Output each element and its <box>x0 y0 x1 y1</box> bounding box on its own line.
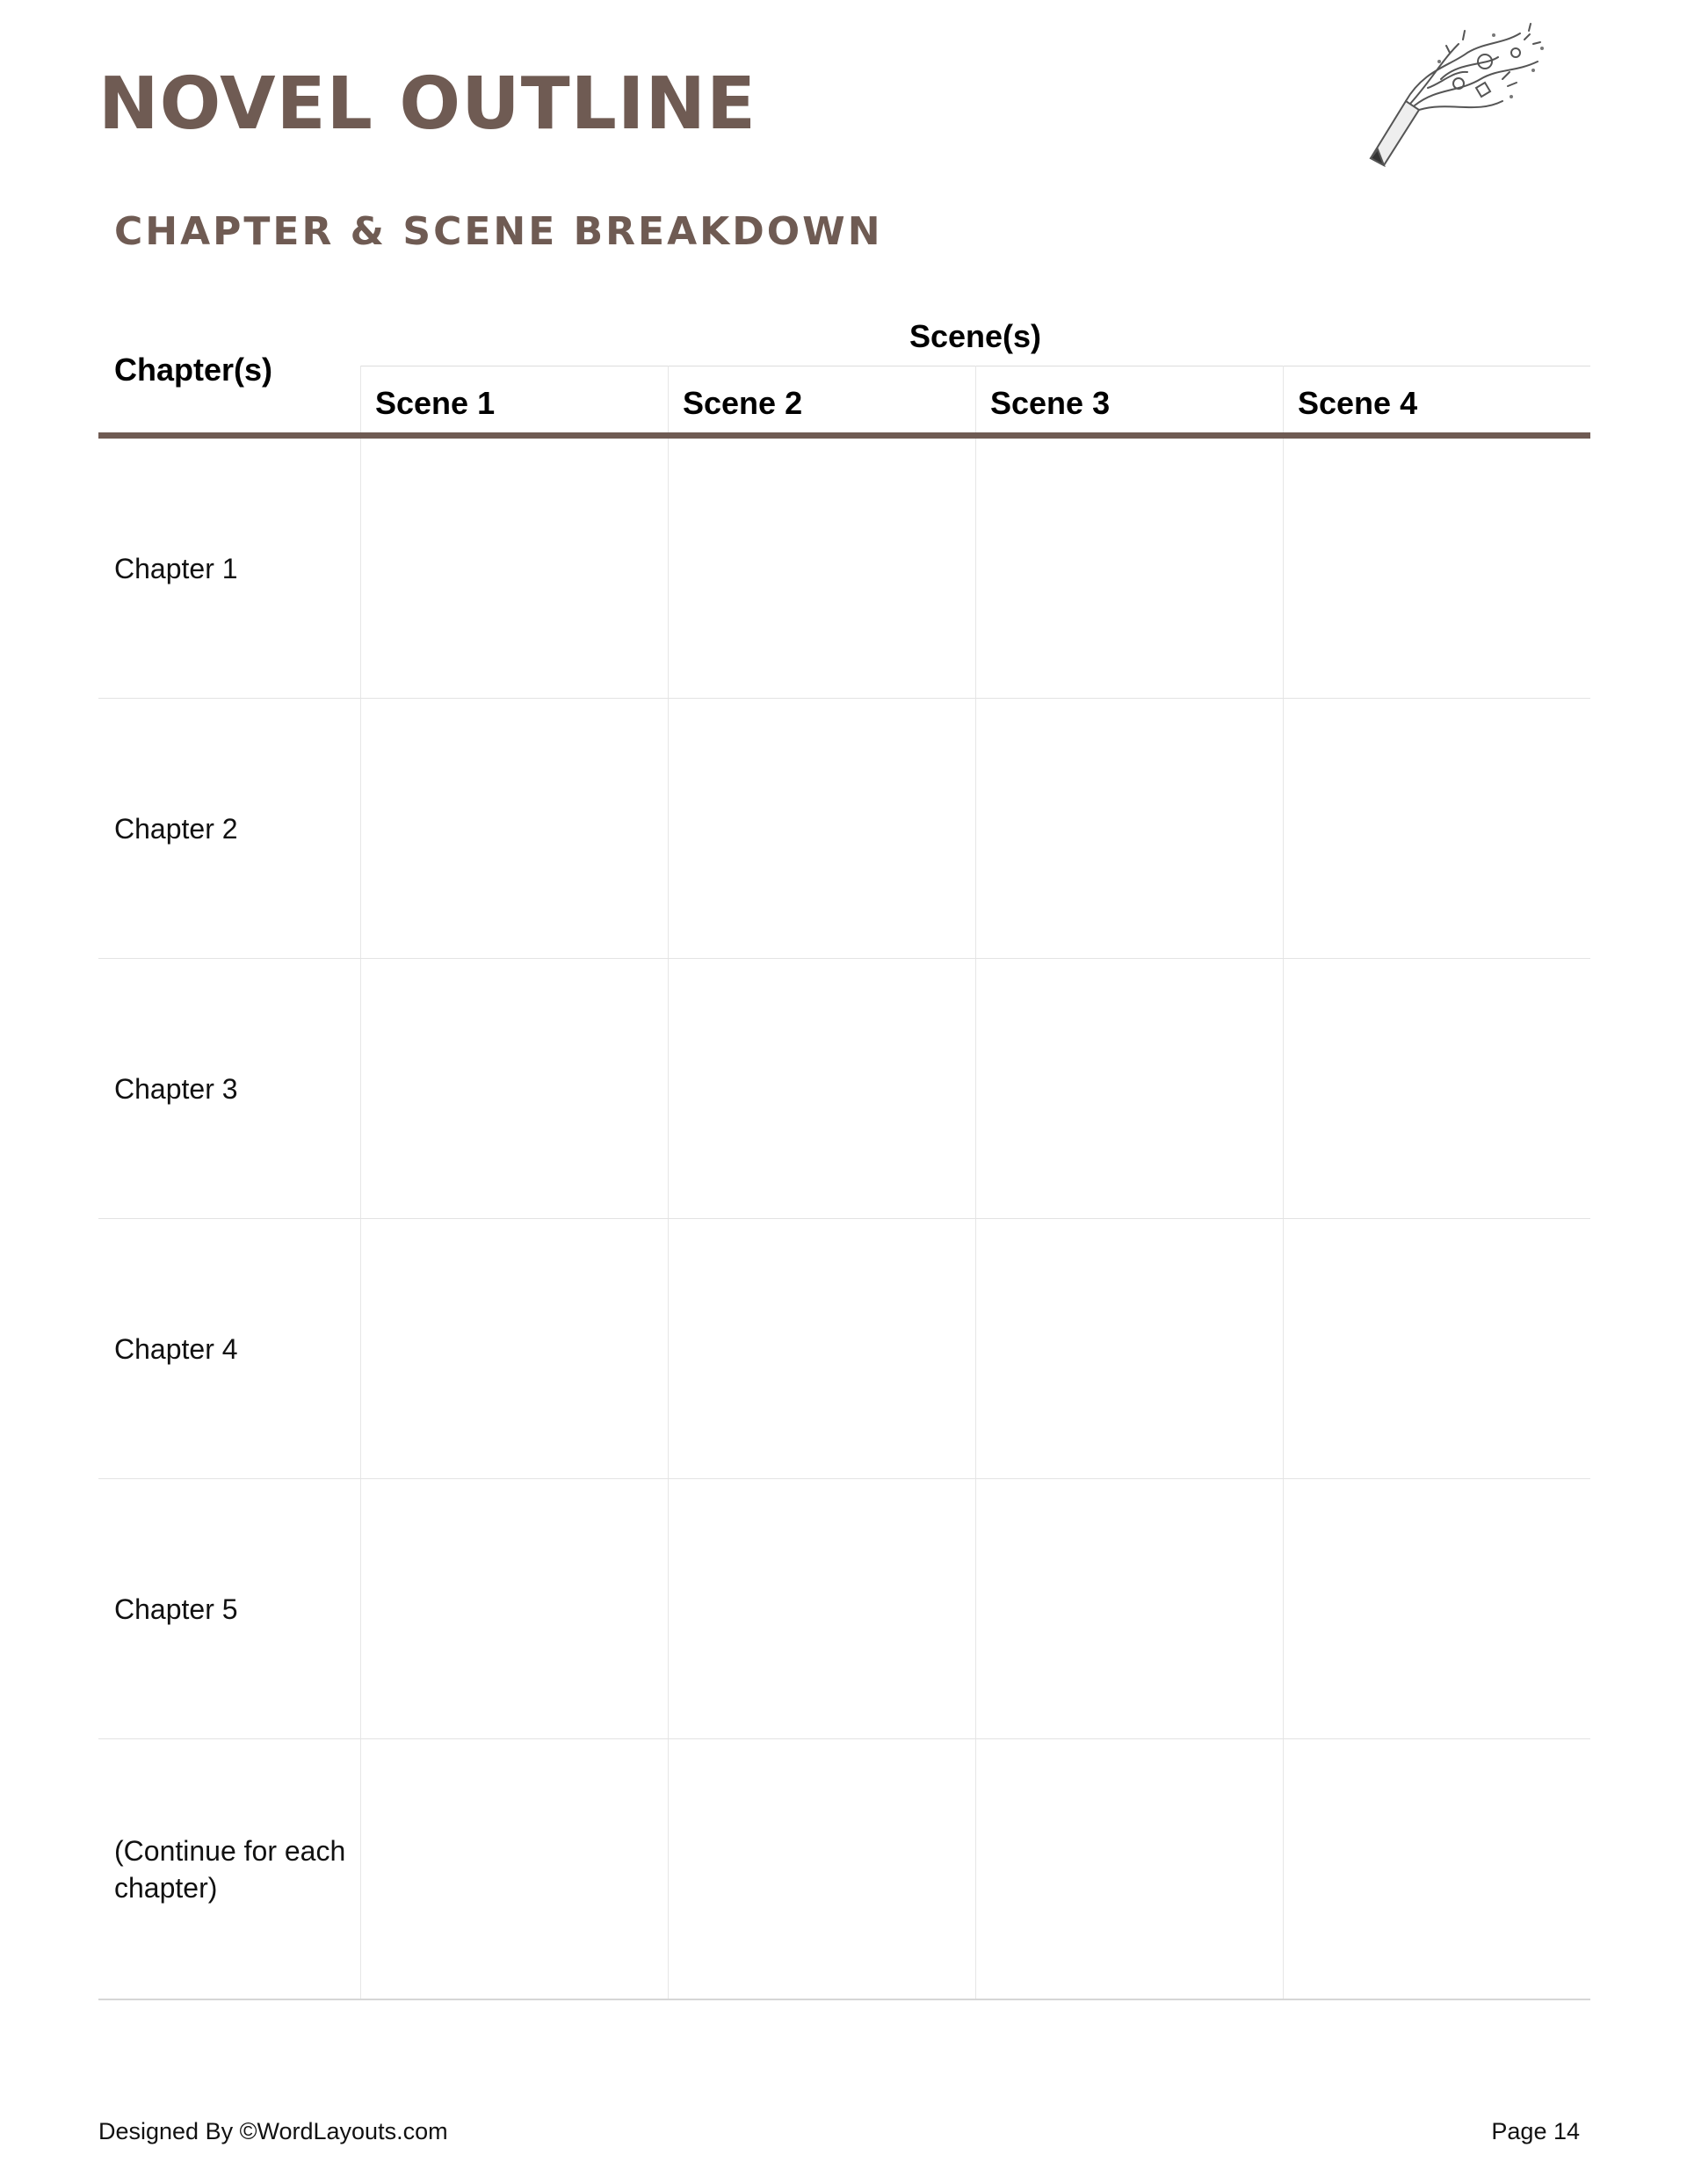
scene-cell[interactable] <box>360 699 668 958</box>
page-title: NOVEL OUTLINE <box>98 62 757 146</box>
table-row <box>98 699 1590 959</box>
chapter-scene-table <box>98 299 1590 2000</box>
scene-cell[interactable] <box>360 1739 668 1999</box>
scene-header-label: Scene 3 <box>990 385 1111 421</box>
scene-cell[interactable] <box>975 1739 1283 1999</box>
scene-3-header <box>975 366 1283 432</box>
chapter-label: Chapter 5 <box>114 1593 238 1625</box>
scene-cell[interactable] <box>1283 1479 1590 1738</box>
scene-1-header <box>360 366 668 432</box>
scene-cell[interactable] <box>668 699 975 958</box>
scene-cell[interactable] <box>1283 959 1590 1218</box>
table-row <box>98 439 1590 699</box>
scene-cell[interactable] <box>360 1479 668 1738</box>
scene-cell[interactable] <box>1283 1219 1590 1478</box>
scene-cell[interactable] <box>360 439 668 698</box>
scene-cell[interactable] <box>975 959 1283 1218</box>
scene-header-label: Scene 2 <box>683 385 803 421</box>
footer-credit: Designed By ©WordLayouts.com <box>98 2118 448 2144</box>
scene-cell[interactable] <box>668 959 975 1218</box>
scene-cell[interactable] <box>975 439 1283 698</box>
table-row <box>98 1739 1590 2000</box>
table-row <box>98 1479 1590 1739</box>
section-title: CHAPTER & SCENE BREAKDOWN <box>114 209 883 254</box>
scene-cell[interactable] <box>360 959 668 1218</box>
chapter-label: Chapter 3 <box>114 1072 238 1105</box>
chapter-label: Chapter 2 <box>114 812 238 845</box>
scene-2-header <box>668 366 975 432</box>
scene-cell[interactable] <box>668 1219 975 1478</box>
scene-cell[interactable] <box>975 699 1283 958</box>
scene-header-label: Scene 4 <box>1298 385 1418 421</box>
scene-cell[interactable] <box>975 1479 1283 1738</box>
pencil-sketch-icon <box>1353 18 1555 167</box>
page-number: Page 14 <box>1491 2118 1580 2144</box>
scene-cell[interactable] <box>668 439 975 698</box>
scene-cell[interactable] <box>360 1219 668 1478</box>
scene-cell[interactable] <box>1283 699 1590 958</box>
table-header <box>98 299 1590 439</box>
table-row <box>98 959 1590 1219</box>
scene-cell[interactable] <box>668 1479 975 1738</box>
scene-cell[interactable] <box>975 1219 1283 1478</box>
chapter-label: (Continue for each chapter) <box>114 1834 346 1904</box>
scene-cell[interactable] <box>1283 439 1590 698</box>
table-row <box>98 1219 1590 1479</box>
chapter-column-header: Chapter(s) <box>114 352 273 388</box>
scene-4-header <box>1283 366 1590 432</box>
scenes-group-header: Scene(s) <box>909 318 1042 354</box>
chapter-label: Chapter 4 <box>114 1332 238 1365</box>
scene-cell[interactable] <box>668 1739 975 1999</box>
scene-header-label: Scene 1 <box>375 385 496 421</box>
scene-cell[interactable] <box>1283 1739 1590 1999</box>
chapter-label: Chapter 1 <box>114 552 238 584</box>
